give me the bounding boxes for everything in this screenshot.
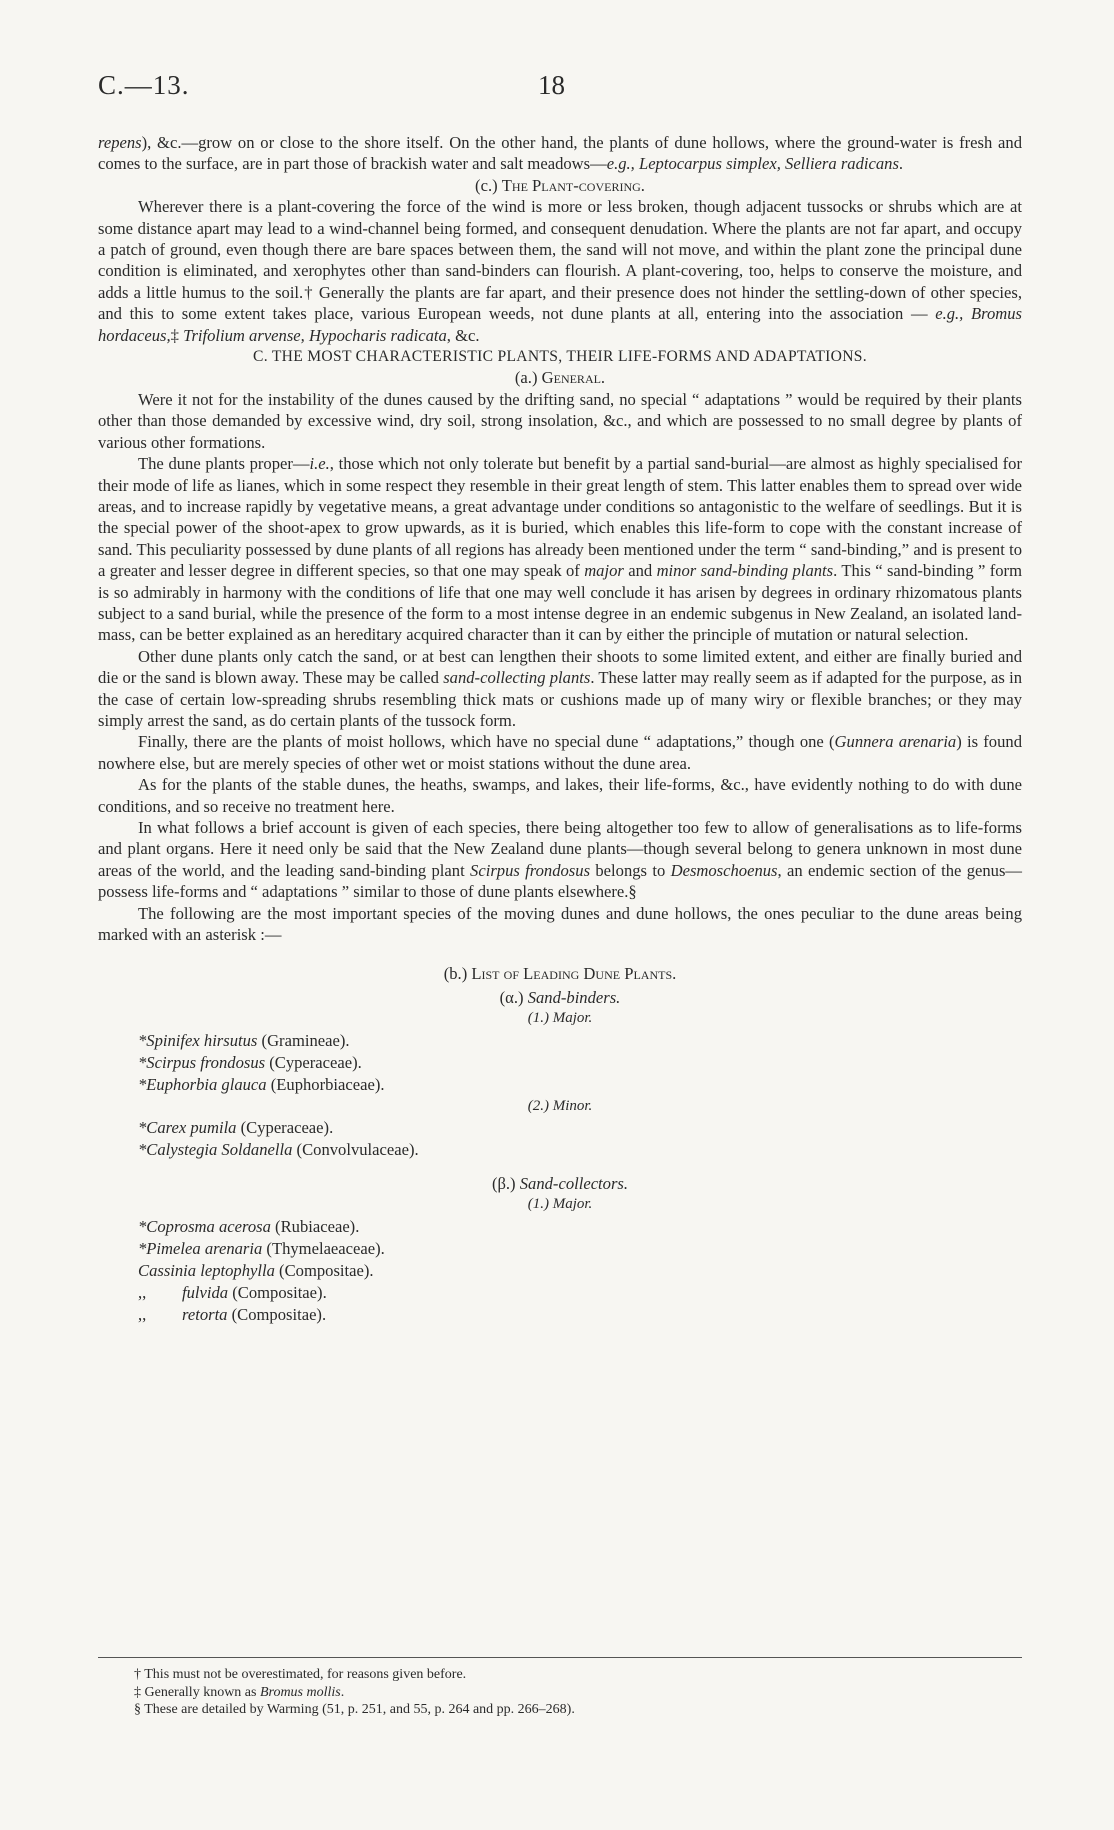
- family-name: (Convolvulaceae).: [292, 1140, 419, 1160]
- ditto-mark: ,,: [138, 1282, 147, 1302]
- family-name: (Thymelaeaceae).: [262, 1238, 385, 1258]
- list-item: [98, 1052, 1022, 1074]
- general-paragraph-1: Were it not for the instability of the dunes caused by the drifting sand, no special “ adaptations ” would be required by their plants other than those demanded by excessive wind, dry soil, strong insolation, &c., and which are possessed to no small degree by plants of various other formations.: [98, 389, 1022, 452]
- text-span: ) is found nowhere else, but are merely species of other wet or moist stations without the dune area.: [98, 732, 1022, 773]
- footnote-1: † This must not be overestimated, for reasons given before.: [134, 1667, 467, 1682]
- list-item: [98, 1139, 1022, 1161]
- sand-collectors-heading: [98, 1173, 1022, 1194]
- species-ref: e.g., Bromus hordaceus,: [98, 304, 1022, 345]
- family-name: (Cyperaceae).: [236, 1118, 334, 1138]
- list-item: [98, 1282, 1022, 1304]
- list-item: [98, 1260, 1022, 1282]
- sand-binders-minor-list: [98, 1117, 1022, 1161]
- list-item: [98, 1117, 1022, 1139]
- section-heading-plant-covering: [98, 175, 1022, 196]
- general-paragraph-3: [98, 646, 1022, 732]
- italic-text: major: [584, 561, 624, 581]
- species-name: fulvida: [182, 1282, 229, 1302]
- text-span: , an endemic section of the genus—possess life-forms and “ adaptations ” similar to those of dune plants elsewhere.§: [98, 860, 1023, 902]
- list-item: [98, 1030, 1022, 1052]
- text-span: . This “ sand-binding ” form is so admirably in harmony with the conditions of life that one may well conclude it has arisen by degrees in ordinary rhizomatous plants subject to a sand burial, while the presence of the form to a most intense degree in an endemic subgenus in New Zealand, an isolated land-mass, can be better explained as an hereditary acquired character than it can by either the principle of mutation or natural selection.: [98, 561, 1022, 645]
- family-name: (Compositae).: [274, 1260, 374, 1280]
- text-span: .: [898, 154, 904, 174]
- species-name: Cassinia leptophylla: [138, 1260, 275, 1280]
- sand-binders-major-label: (1.) Major.: [527, 1010, 593, 1027]
- family-name: (Euphorbiaceae).: [266, 1074, 385, 1094]
- body-text: [98, 132, 1022, 1326]
- subsection-heading-general: [98, 367, 1022, 388]
- list-heading: [98, 963, 1022, 984]
- family-name: (Rubiaceae).: [270, 1216, 360, 1236]
- species-name: *Euphorbia glauca: [138, 1074, 267, 1094]
- italic-text: minor sand-binding plants: [656, 561, 834, 581]
- general-paragraph-7: The following are the most important species of the moving dunes and dune hollows, the ones peculiar to the dune areas being marked with an asterisk :—: [98, 903, 1022, 945]
- heading-prefix: (c.): [475, 175, 502, 195]
- list-item: [98, 1238, 1022, 1260]
- species-ref: Trifolium arvense, Hypocharis radicata: [183, 325, 447, 345]
- general-paragraph-2: [98, 453, 1022, 646]
- heading-title: Sand-binders.: [527, 987, 621, 1007]
- general-paragraph-4: [98, 731, 1022, 774]
- ditto-mark: ,,: [138, 1304, 147, 1324]
- sand-binders-minor-label: (2.) Minor.: [527, 1097, 593, 1114]
- heading-title: Sand-collectors.: [519, 1174, 629, 1194]
- species-ref: Desmoschoenus: [670, 860, 778, 880]
- footnote-2: [134, 1684, 575, 1702]
- footnote-3: § These are detailed by Warming (51, p. 251, and 55, p. 264 and pp. 266–268).: [134, 1702, 575, 1717]
- text-span: ‡ Generally known as: [134, 1684, 260, 1700]
- text-span: .: [340, 1684, 345, 1700]
- heading-title: The Plant-covering.: [501, 175, 645, 195]
- species-name: *Carex pumila: [138, 1118, 237, 1138]
- sand-collectors-major-list: [98, 1216, 1022, 1326]
- text-span: , &c.: [446, 325, 480, 345]
- text-span: The dune plants proper—: [138, 454, 310, 474]
- species-ref: repens: [98, 133, 142, 152]
- main-section-heading: C. THE MOST CHARACTERISTIC PLANTS, THEIR LIFE-FORMS AND ADAPTATIONS.: [253, 348, 867, 366]
- species-name: *Coprosma acerosa: [138, 1216, 271, 1236]
- species-name: *Pimelea arenaria: [138, 1238, 263, 1258]
- text-span: Finally, there are the plants of moist hollows, which have no special dune “ adaptations,” though one (: [138, 732, 835, 752]
- general-paragraph-5: As for the plants of the stable dunes, the heaths, swamps, and lakes, their life-forms, &c., have evidently nothing to do with dune conditions, and so receive no treatment here.: [98, 775, 1022, 816]
- species-ref: Gunnera arenaria: [834, 732, 957, 752]
- heading-title: General.: [541, 368, 606, 388]
- species-ref: e.g., Leptocarpus simplex, Selliera radicans: [606, 154, 899, 174]
- heading-prefix: (α.): [499, 987, 528, 1007]
- plant-covering-paragraph: [98, 196, 1022, 346]
- sand-collectors-major-label: (1.) Major.: [527, 1196, 593, 1213]
- footnote-divider: [98, 1657, 1022, 1658]
- list-item: [98, 1216, 1022, 1238]
- text-span: ), &c.—grow on or close to the shore itself. On the other hand, the plants of dune hollows, where the ground-water is fresh and comes to the surface, are in part those of brackish water and salt meadows—: [98, 133, 1022, 174]
- family-name: (Gramineae).: [257, 1030, 350, 1050]
- intro-paragraph: [98, 132, 1022, 175]
- family-name: (Compositae).: [228, 1282, 327, 1302]
- italic-text: i.e.: [309, 454, 330, 474]
- family-name: (Cyperaceae).: [265, 1052, 362, 1072]
- heading-prefix: (a.): [514, 368, 542, 388]
- italic-text: sand-collecting plants: [443, 668, 591, 688]
- list-item: [98, 1304, 1022, 1326]
- species-name: *Scirpus frondosus: [138, 1052, 266, 1072]
- text-span: and: [623, 561, 657, 581]
- footnotes: [134, 1666, 575, 1719]
- family-name: (Compositae).: [227, 1304, 327, 1324]
- species-ref: Bromus mollis: [259, 1684, 341, 1700]
- heading-prefix: (β.): [491, 1174, 520, 1194]
- species-name: *Spinifex hirsutus: [138, 1030, 258, 1050]
- sand-binders-heading: [98, 987, 1022, 1008]
- text-span: belongs to: [590, 860, 671, 880]
- species-ref: Scirpus frondosus: [470, 860, 591, 880]
- footnote-marker: ‡: [170, 325, 184, 345]
- sand-binders-major-list: [98, 1030, 1022, 1096]
- species-name: *Calystegia Soldanella: [138, 1140, 293, 1160]
- text-span: , those which not only tolerate but benefit by a partial sand-burial—are almost as highly specialised for their mode of life as lianes, which in some respect they resemble in their great length of stem. This latter enables them to spread over wide areas, and to increase rapidly by vegetative means, a great advantage under conditions so antagonistic to the welfare of seedlings. But it is the special power of the shoot-apex to grow upwards, as it is buried, which enables this life-form to cope with the constant increase of sand. This peculiarity possessed by dune plants of all regions has already been mentioned under the term “ sand-binding,” and is present to a greater and lesser degree in different species, so that one may speak of: [98, 454, 1022, 581]
- heading-title: List of Leading Dune Plants.: [471, 964, 677, 984]
- heading-prefix: (b.): [443, 964, 472, 984]
- species-name: retorta: [182, 1304, 228, 1324]
- text-span: Wherever there is a plant-covering the force of the wind is more or less broken, though adjacent tussocks or shrubs which are at some distance apart may lead to a wind-channel being formed, and consequent denudation. Where the plants are not far apart, and occupy a patch of ground, even though there are bare spaces between them, the sand will not move, and within the plant zone the principal dune condition is eliminated, and xerophytes other than sand-binders can flourish. A plant-covering, too, helps to conserve the moisture, and adds a little humus to the soil.† Generally the plants are far apart, and their presence does not hinder the settling-down of other species, and this to some extent takes place, various European weeds, not dune plants at all, entering into the association —: [98, 197, 1022, 324]
- general-paragraph-6: [98, 817, 1022, 903]
- document-reference: C.—13.: [98, 70, 190, 100]
- text-span: . These latter may really seem as if adapted for the purpose, as in the case of certain low-spreading shrubs resembling thick mats or cushions made up of many wiry or flexible branches; or they may simply arrest the sand, as do certain plants of the tussock form.: [98, 668, 1022, 730]
- text-span: In what follows a brief account is given of each species, there being altogether too few to allow of generalisations as to life-forms and plant organs. Here it need only be said that the New Zealand dune plants—though several belong to genera unknown in most dune areas of the world, and the leading sand-binding plant: [98, 818, 1022, 880]
- page-number: 18: [538, 70, 565, 100]
- list-item: [98, 1074, 1022, 1096]
- text-span: Other dune plants only catch the sand, or at best can lengthen their shoots to some limited extent, and either are finally buried and die or the sand is blown away. These may be called: [98, 646, 1022, 688]
